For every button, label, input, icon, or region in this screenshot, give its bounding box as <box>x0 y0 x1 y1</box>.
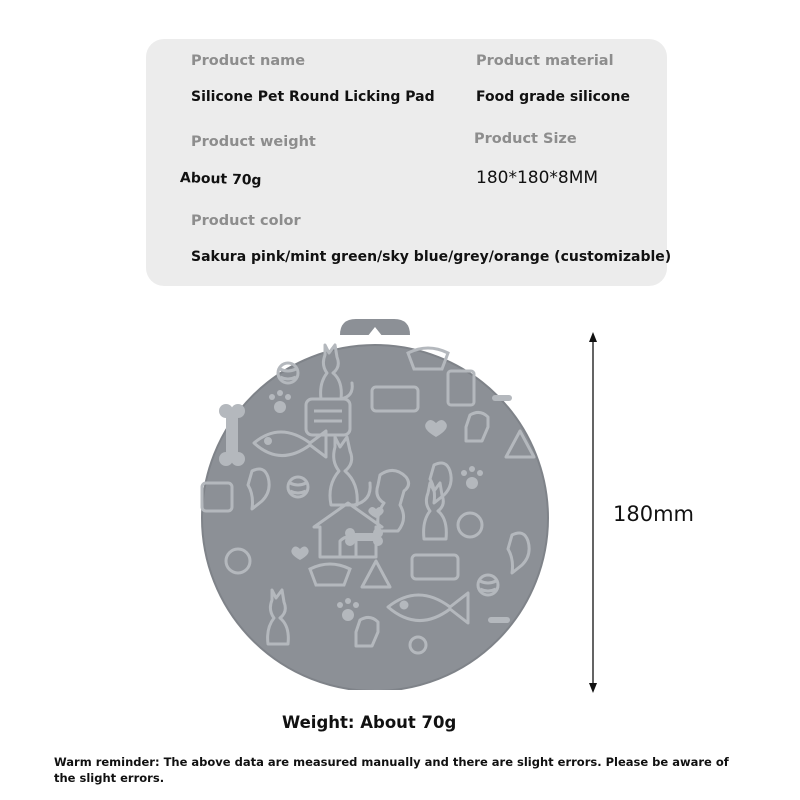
dimension-label: 180mm <box>613 502 694 526</box>
product-name-value: Silicone Pet Round Licking Pad <box>191 89 435 105</box>
warm-reminder: Warm reminder: The above data are measured manually and there are slight errors. Please be aware of the slight errors. <box>54 755 729 785</box>
spec-card <box>146 39 672 286</box>
product-material-label: Product material <box>476 53 614 69</box>
product-color-label: Product color <box>191 213 301 229</box>
product-material-value: Food grade silicone <box>476 89 630 105</box>
double-arrow-icon <box>583 330 603 695</box>
product-color-value: Sakura pink/mint green/sky blue/grey/orange (customizable) <box>191 249 672 265</box>
product-weight-value: About 70g <box>179 170 262 189</box>
product-name-label: Product name <box>191 53 306 69</box>
product-size-value: 180*180*8MM <box>476 168 599 188</box>
product-size-label: Product Size <box>474 131 577 147</box>
licking-pad-image <box>190 315 560 690</box>
weight-caption: Weight: About 70g <box>282 713 457 732</box>
product-weight-label: Product weight <box>191 134 316 150</box>
